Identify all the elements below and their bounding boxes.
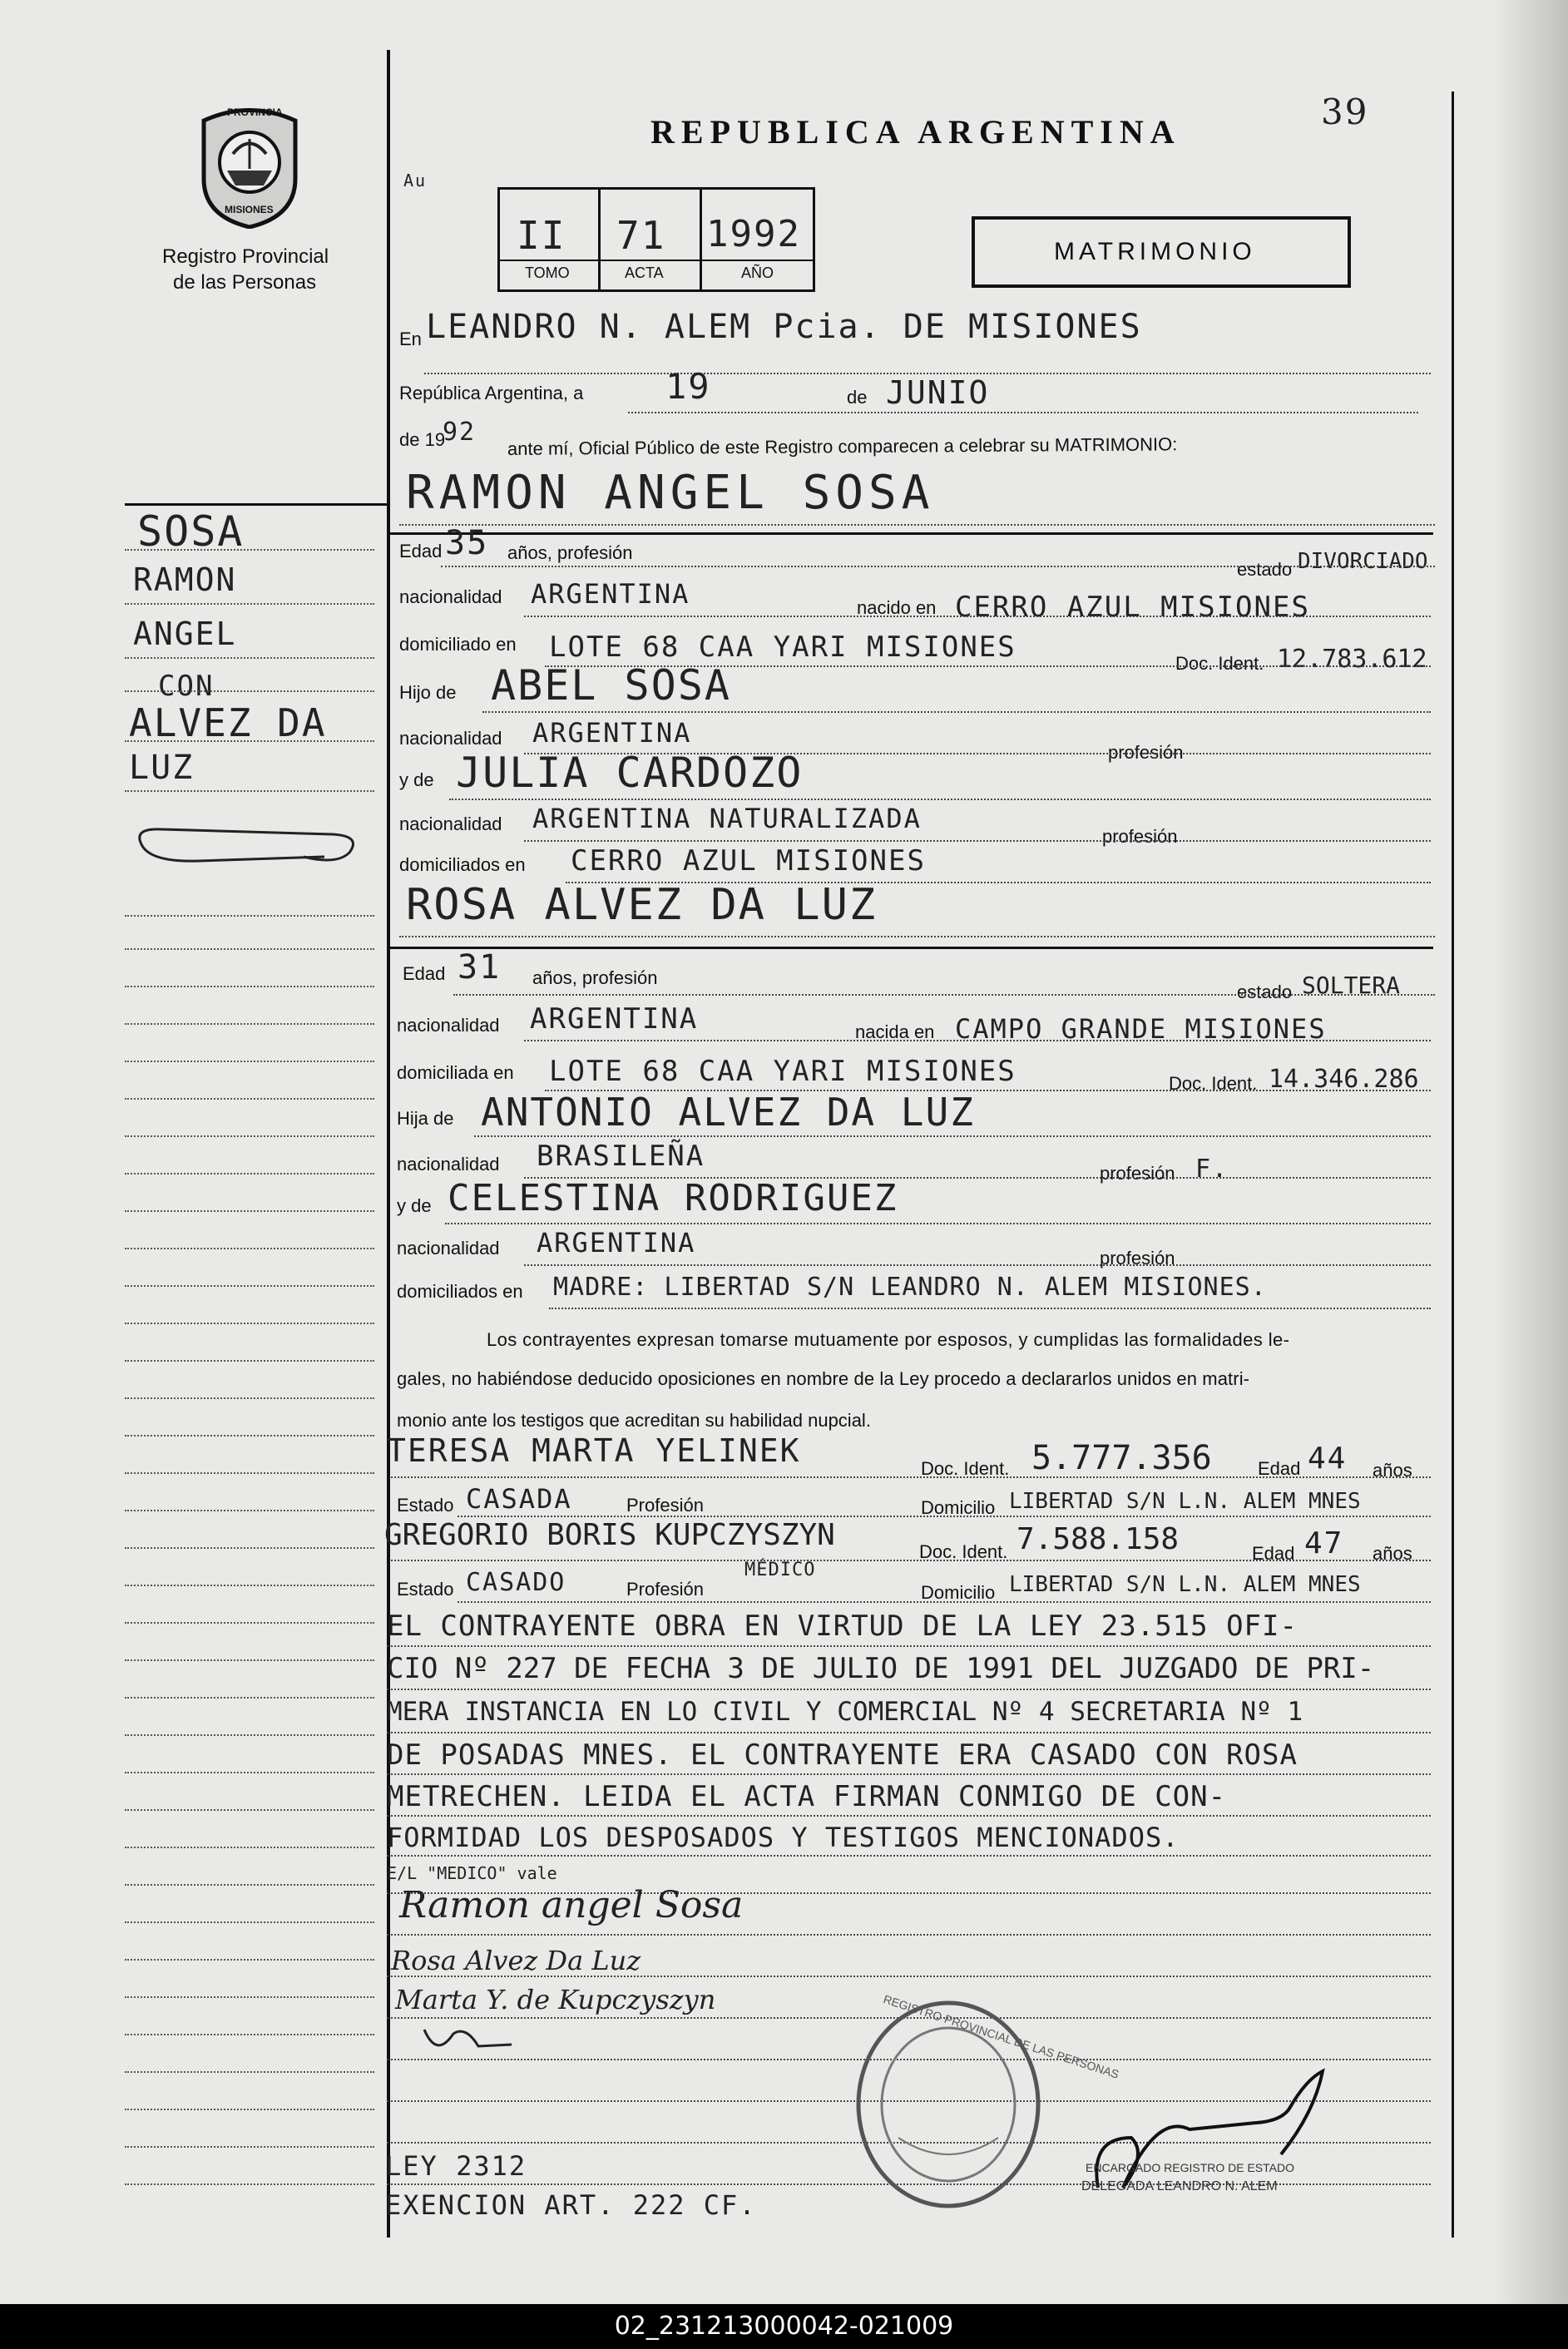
witness2-edad-label: Edad — [1252, 1543, 1295, 1564]
registry-stamp-icon — [848, 1996, 1048, 2213]
page-edge-shadow — [1493, 0, 1568, 2304]
witness1-age: 44 — [1308, 1442, 1348, 1476]
seal-top-label: PROVINCIA — [227, 106, 283, 118]
signature-witness: Marta Y. de Kupczyszyn — [395, 1984, 716, 2015]
witness1-prof-label: Profesión — [626, 1495, 704, 1516]
bride-yde-label: y de — [397, 1195, 432, 1216]
bride-doc: 14.346.286 — [1269, 1065, 1419, 1094]
groom-dom-label: domiciliado en — [399, 634, 517, 655]
month-value: JUNIO — [886, 374, 990, 411]
witness1-estado-line — [458, 1516, 1431, 1517]
groom-yde-label: y de — [399, 769, 434, 790]
signature-groom: Ramon angel Sosa — [399, 1884, 744, 1926]
note-line-6: FORMIDAD LOS DESPOSADOS Y TESTIGOS MENCIONADOS. — [387, 1822, 1180, 1853]
signature-bride: Rosa Alvez Da Luz — [391, 1945, 641, 1976]
groom-section-rule — [389, 532, 1433, 535]
groom-name-line — [399, 524, 1435, 526]
groom-father-nat: ARGENTINA — [532, 717, 692, 749]
place-value: LEANDRO N. ALEM Pcia. DE MISIONES — [426, 308, 1142, 346]
bride-mother-line — [445, 1223, 1431, 1224]
groom-age: 35 — [445, 524, 489, 562]
signature-scribble-icon — [420, 2021, 520, 2063]
witness2-line — [391, 1560, 1431, 1561]
groom-mother-nat-line — [524, 840, 1431, 842]
witness2-address: LIBERTAD S/N L.N. ALEM MNES — [1009, 1572, 1361, 1597]
witness2-estado-label: Estado — [397, 1579, 454, 1600]
left-column-rule — [387, 50, 390, 2238]
note-rule-3 — [387, 1732, 1431, 1733]
tomo-value: II — [517, 213, 566, 258]
witness1-dom-label: Domicilio — [921, 1497, 996, 1518]
bride-mother: CELESTINA RODRIGUEZ — [448, 1177, 898, 1219]
tomo-label: TOMO — [525, 265, 570, 281]
groom-parents-address: CERRO AZUL MISIONES — [571, 844, 926, 878]
note-rule-5 — [387, 1815, 1431, 1817]
bride-nationality: ARGENTINA — [530, 1002, 699, 1036]
intro-text: ante mí, Oficial Público de este Registro comparecen a celebrar su MATRIMONIO: — [507, 433, 1178, 459]
registry-line2: de las Personas — [173, 271, 317, 294]
margin-flourish-icon — [125, 819, 366, 869]
acta-value: 71 — [616, 213, 666, 258]
bride-address: LOTE 68 CAA YARI MISIONES — [549, 1055, 1016, 1088]
note-rule-1 — [387, 1645, 1431, 1647]
margin-name2: ANGEL — [133, 616, 237, 652]
witness2-prof-label: Profesión — [626, 1579, 704, 1600]
groom-father: ABEL SOSA — [491, 661, 731, 710]
groom-estado: DIVORCIADO — [1298, 549, 1428, 574]
margin-surname2b: LUZ — [129, 749, 195, 787]
bride-mother-nat: ARGENTINA — [537, 1227, 696, 1259]
registry-line1: Registro Provincial — [162, 245, 329, 268]
witness1-line — [391, 1476, 1431, 1478]
groom-nationality: ARGENTINA — [531, 578, 690, 610]
erratum-note: E/L "MEDICO" vale — [387, 1863, 557, 1883]
margin-surname2: ALVEZ DA — [129, 700, 327, 745]
bride-nacida-label: nacida en — [855, 1021, 935, 1042]
note-line-4: DE POSADAS MNES. EL CONTRAYENTE ERA CASADO CON ROSA — [387, 1738, 1298, 1772]
bride-full-name: ROSA ALVEZ DA LUZ — [406, 880, 878, 930]
official-line1: ENCARGADO REGISTRO DE ESTADO — [1086, 2161, 1294, 2174]
witness2-doc-label: Doc. Ident. — [919, 1541, 1008, 1562]
bride-estado: SOLTERA — [1302, 972, 1401, 999]
bride-age: 31 — [458, 948, 502, 987]
bride-doc-label: Doc. Ident. — [1169, 1073, 1258, 1094]
bride-nac-label: nacionalidad — [397, 1015, 500, 1036]
acta-label: ACTA — [625, 265, 664, 281]
groom-estado-label: estado — [1237, 559, 1293, 580]
bride-father-prof-label: profesión — [1100, 1163, 1175, 1184]
file-id-footer: 02_231213000042-021009 — [0, 2304, 1568, 2349]
bride-hija-line — [474, 1135, 1431, 1137]
groom-address: LOTE 68 CAA YARI MISIONES — [549, 631, 1016, 664]
date-line — [628, 412, 1418, 413]
witness1-estado: CASADA — [466, 1483, 572, 1515]
bride-father-prof: F. — [1195, 1155, 1229, 1184]
declaration-line2: gales, no habiéndose deducido oposiciones en nombre de la Ley procedo a declararlos unidos en matri- — [397, 1368, 1250, 1389]
doc-type-box — [972, 216, 1351, 288]
note-rule-6 — [387, 1855, 1431, 1857]
bride-name-line — [399, 936, 1435, 937]
witness2-dom-label: Domicilio — [921, 1582, 996, 1603]
witness2-profession: MÉDICO — [744, 1560, 816, 1580]
groom-mother: JULIA CARDOZO — [456, 749, 804, 797]
groom-nac-line — [524, 616, 1431, 617]
bride-mother-prof-label: profesión — [1100, 1248, 1175, 1268]
country-title: REPUBLICA ARGENTINA — [650, 113, 1181, 151]
anio-value: 1992 — [706, 213, 801, 255]
bride-father-nat-label: nacionalidad — [397, 1154, 500, 1174]
seal-bottom-label: MISIONES — [225, 204, 274, 215]
witness2-doc: 7.588.158 — [1016, 1522, 1180, 1556]
page-number: 39 — [1321, 91, 1369, 132]
stamp-round-text: REGISTRO PROVINCIAL DE LAS PERSONAS — [882, 1992, 1121, 2081]
day-value: 19 — [665, 366, 711, 407]
en-label: En — [399, 329, 422, 349]
note-line-1: EL CONTRAYENTE OBRA EN VIRTUD DE LA LEY 23.515 OFI- — [387, 1610, 1298, 1643]
year-suffix: 92 — [443, 418, 477, 447]
witness1-name: TERESA MARTA YELINEK — [387, 1432, 801, 1469]
note-line-2: CIO Nº 227 DE FECHA 3 DE JULIO DE 1991 DEL JUZGADO DE PRI- — [387, 1652, 1375, 1685]
bride-parents-dom-label: domiciliados en — [397, 1281, 523, 1302]
groom-birthplace: CERRO AZUL MISIONES — [955, 591, 1310, 624]
groom-nacido-label: nacido en — [857, 597, 937, 618]
groom-edad-line — [441, 566, 1435, 567]
witness1-estado-label: Estado — [397, 1495, 454, 1516]
republica-label: República Argentina, a — [399, 383, 584, 403]
bride-edad-line — [453, 994, 1435, 996]
witness2-age: 47 — [1304, 1526, 1344, 1560]
declaration-line1: Los contrayentes expresan tomarse mutuamente por esposos, y cumplidas las formalidades le- — [487, 1329, 1290, 1350]
bride-hija-label: Hija de — [397, 1108, 454, 1129]
margin-surname: SOSA — [137, 507, 245, 556]
groom-father-prof-label: profesión — [1108, 742, 1184, 763]
witness2-estado: CASADO — [466, 1568, 566, 1597]
witness2-anos-label: años — [1373, 1543, 1412, 1564]
groom-father-nat-label: nacionalidad — [399, 728, 502, 749]
declaration-line3: monio ante los testigos que acreditan su habilidad nupcial. — [397, 1410, 871, 1431]
margin-top-rule — [125, 503, 387, 506]
witness1-doc: 5.777.356 — [1031, 1439, 1212, 1477]
groom-anos-prof: años, profesión — [507, 542, 633, 563]
year-prefix: de 19 — [399, 429, 446, 450]
law-line1: LEY 2312 — [385, 2150, 527, 2182]
bride-dom-label: domiciliada en — [397, 1062, 514, 1083]
bride-father-nat: BRASILEÑA — [537, 1140, 705, 1173]
corner-note: Au — [403, 171, 428, 190]
record-divider-1 — [598, 190, 601, 289]
record-label-rule — [500, 260, 813, 261]
bride-birthplace: CAMPO GRANDE MISIONES — [955, 1013, 1327, 1045]
witness1-anos-label: años — [1373, 1460, 1412, 1481]
record-box — [497, 187, 815, 292]
witness1-edad-label: Edad — [1258, 1458, 1301, 1479]
bride-nac-line — [524, 1040, 1431, 1041]
law-line2: EXENCION ART. 222 CF. — [385, 2189, 757, 2221]
groom-parents-dom-label: domiciliados en — [399, 854, 526, 875]
note-rule-2 — [387, 1689, 1431, 1690]
witness2-name: GREGORIO BORIS KUPCZYSZYN — [384, 1518, 835, 1552]
groom-mother-nat: ARGENTINA NATURALIZADA — [532, 803, 922, 834]
groom-doc: 12.783.612 — [1277, 645, 1427, 674]
de-label: de — [847, 387, 868, 408]
official-line2: DELEGADA LEANDRO N. ALEM — [1081, 2179, 1278, 2193]
groom-hijo-line — [482, 711, 1431, 713]
groom-nac-label: nacionalidad — [399, 586, 502, 607]
witness1-doc-label: Doc. Ident. — [921, 1458, 1010, 1479]
bride-mother-nat-line — [524, 1264, 1431, 1266]
bride-section-rule — [389, 947, 1433, 949]
groom-mother-line — [449, 799, 1431, 800]
bride-estado-label: estado — [1237, 982, 1293, 1002]
bride-anos-prof: años, profesión — [532, 967, 658, 988]
bride-father: ANTONIO ALVEZ DA LUZ — [481, 1090, 975, 1135]
witness2-estado-line — [458, 1601, 1431, 1603]
right-border-rule — [1452, 91, 1454, 2238]
note-line-5: METRECHEN. LEIDA EL ACTA FIRMAN CONMIGO DE CON- — [387, 1780, 1227, 1813]
note-line-3: MERA INSTANCIA EN LO CIVIL Y COMERCIAL Nº 4 SECRETARIA Nº 1 — [387, 1697, 1303, 1727]
groom-doc-label: Doc. Ident. — [1175, 653, 1264, 674]
bride-mother-nat-label: nacionalidad — [397, 1238, 500, 1259]
groom-mother-prof-label: profesión — [1102, 826, 1178, 847]
groom-mother-nat-label: nacionalidad — [399, 813, 502, 834]
record-divider-2 — [700, 190, 702, 289]
anio-label: AÑO — [741, 265, 774, 281]
note-rule-4 — [387, 1773, 1431, 1775]
groom-full-name: RAMON ANGEL SOSA — [406, 466, 935, 520]
witness1-address: LIBERTAD S/N L.N. ALEM MNES — [1009, 1489, 1361, 1514]
groom-edad-label: Edad — [399, 541, 443, 561]
margin-con: CON — [158, 670, 215, 703]
bride-parents-address: MADRE: LIBERTAD S/N LEANDRO N. ALEM MISIONES. — [553, 1273, 1267, 1302]
doc-type-label: MATRIMONIO — [1054, 238, 1256, 265]
bride-parents-line — [549, 1308, 1431, 1309]
bride-edad-label: Edad — [403, 963, 446, 984]
margin-name1: RAMON — [133, 561, 237, 598]
groom-hijo-label: Hijo de — [399, 682, 457, 703]
